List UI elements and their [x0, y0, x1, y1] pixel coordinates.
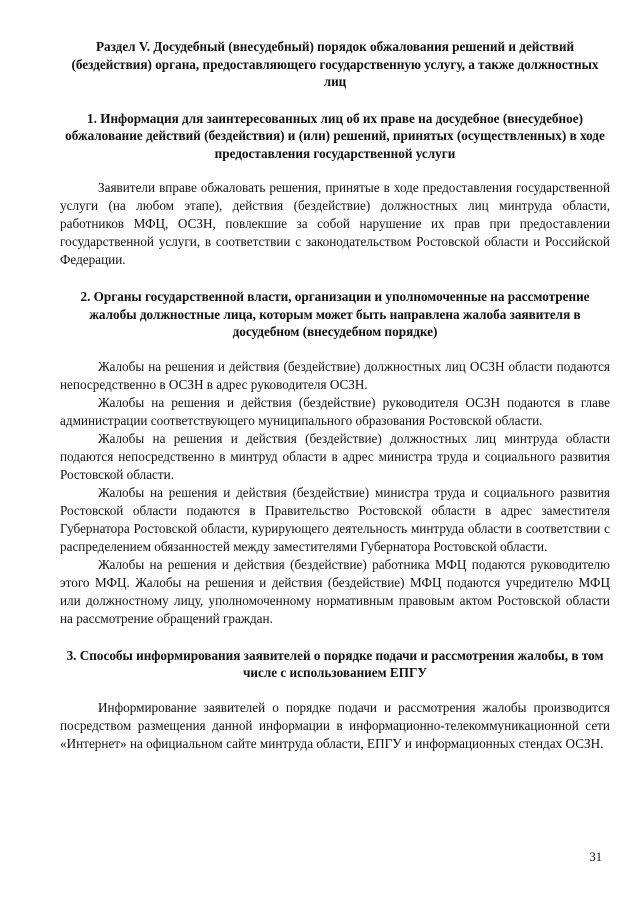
subsection-2-paragraph: Жалобы на решения и действия (бездействие) должностных лиц ОСЗН области подаются непосредственно в ОСЗН в адрес руководителя ОСЗН.: [60, 358, 610, 392]
subsection-2-paragraph: Жалобы на решения и действия (бездействие) министра труда и социального развития Ростовской области подаются в Правительство Ростовской области в адрес заместителя Губернатора Ростовской области, курирующего деятельность минтруда области в соответствии с распределением обязанностей между заместителями Губернатора Ростовской области.: [60, 484, 610, 554]
subsection-3-title: 3. Способы информирования заявителей о порядке подачи и рассмотрения жалобы, в том числе с использованием ЕПГУ: [66, 647, 604, 680]
subsection-1-title: 1. Информация для заинтересованных лиц об их праве на досудебное (внесудебное) обжалование действий (бездействия) и (или) решений, принятых (осуществленных) в ходе предоставления государственной услуги: [65, 110, 605, 161]
subsection-1-paragraph: Заявители вправе обжаловать решения, принятые в ходе предоставления государственной услуги (на любом этапе), действия (бездействие) должностных лиц минтруда области, работников МФЦ, ОСЗН, повлекшие за собой нарушение их прав при предоставлении государственной услуги, в соответствии с законодательством Ростовской области и Российской Федерации.: [60, 180, 610, 267]
subsection-2-title: 2. Органы государственной власти, организации и уполномоченные на рассмотрение жалобы должностные лица, которым может быть направлена жалоба заявителя в досудебном (внесудебном порядке): [80, 289, 590, 339]
subsection-3-paragraph: Информирование заявителей о порядке подачи и рассмотрения жалобы производится посредством размещения данной информации в информационно-телекоммуникационной сети «Интернет» на официальном сайте минтруда области, ЕПГУ и информационных стендах ОСЗН.: [60, 699, 610, 751]
subsection-2-paragraph: Жалобы на решения и действия (бездействие) должностных лиц минтруда области подаются непосредственно в минтруд области в адрес министра труда и социального развития Ростовской области.: [60, 430, 610, 482]
subsection-2-paragraph: Жалобы на решения и действия (бездействие) работника МФЦ подаются руководителю этого МФЦ. Жалобы на решения и действия (бездействие) МФЦ подаются учредителю МФЦ или должностному лицу, уполномоченному нормативным правовым актом Ростовской области на рассмотрение обращений граждан.: [60, 556, 610, 626]
document-page: [60, 38, 610, 753]
page-number: 31: [589, 850, 602, 864]
subsection-2-paragraph: Жалобы на решения и действия (бездействие) руководителя ОСЗН подаются в главе администрации соответствующего муниципального образования Ростовской области.: [60, 394, 610, 428]
section-v-title: Раздел V. Досудебный (внесудебный) порядок обжалования решений и действий (бездействия) органа, предоставляющего государственную услугу, а также должностных лиц: [71, 39, 599, 89]
